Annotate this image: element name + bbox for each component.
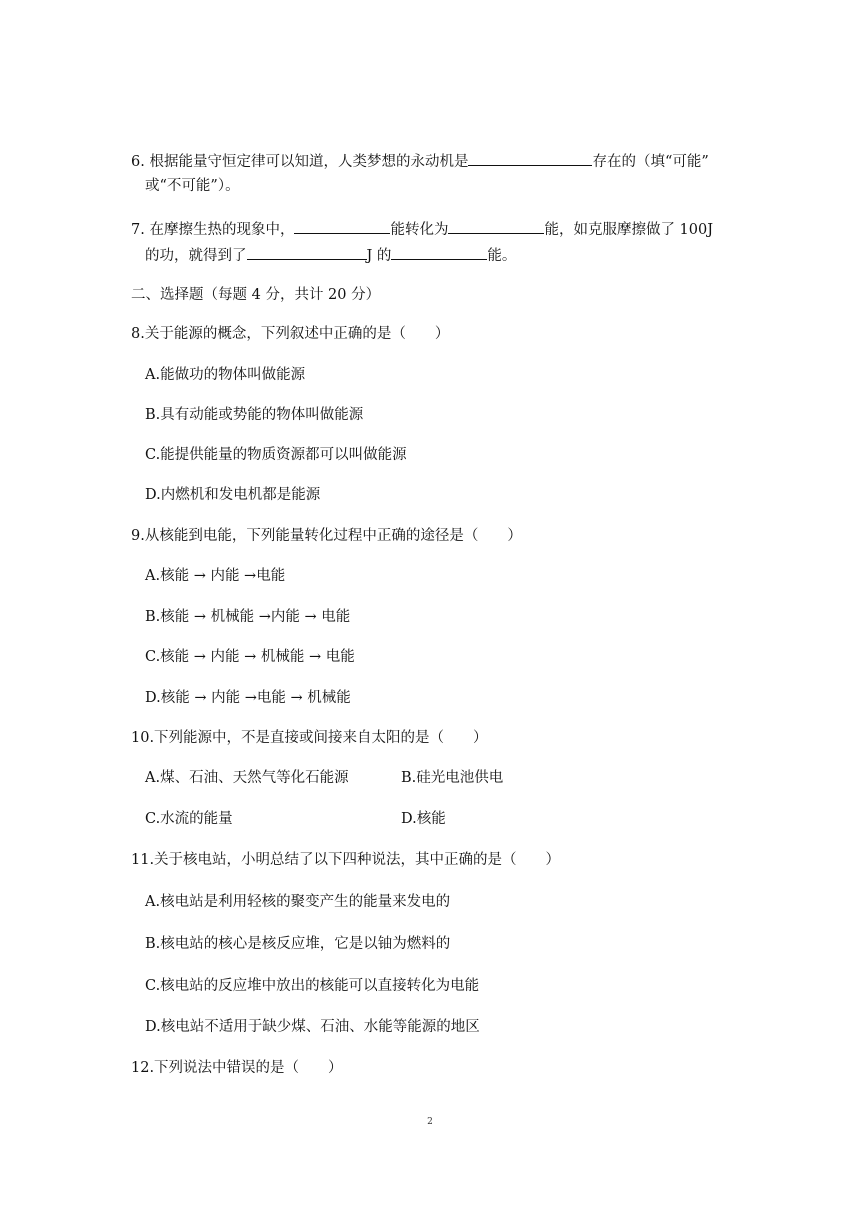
q7-line2 [145, 244, 516, 266]
q6-text-after-blank: 存在的（填“可能” [592, 154, 709, 170]
q11-option-d[interactable]: D.核电站不适用于缺少煤、石油、水能等能源的地区 [145, 1019, 480, 1035]
q7-line1 [131, 218, 713, 240]
q7-blank-2[interactable] [448, 218, 544, 234]
q8-option-d[interactable]: D.内燃机和发电机都是能源 [145, 487, 321, 503]
q10-stem: 10.下列能源中，不是直接或间接来自太阳的是（ ） [131, 730, 488, 746]
q10-option-d[interactable]: D.核能 [401, 811, 446, 827]
q7-text-c: 能，如克服摩擦做了 100J [544, 222, 714, 238]
q10-option-b[interactable]: B.硅光电池供电 [401, 770, 504, 786]
q9-option-b[interactable]: B.核能 → 机械能 →内能 → 电能 [145, 609, 351, 625]
q8-option-a[interactable]: A.能做功的物体叫做能源 [145, 367, 306, 383]
q6-text-before-blank: 6. 根据能量守恒定律可以知道，人类梦想的永动机是 [131, 154, 469, 170]
q7-blank-3[interactable] [247, 244, 367, 260]
q12-stem: 12.下列说法中错误的是（ ） [131, 1060, 343, 1076]
q7-text-b: 能转化为 [390, 222, 449, 238]
q11-stem: 11.关于核电站，小明总结了以下四种说法，其中正确的是（ ） [131, 852, 561, 868]
q7-text-f: 能。 [487, 248, 517, 264]
q6-line1 [131, 150, 709, 172]
q9-option-d[interactable]: D.核能 → 内能 →电能 → 机械能 [145, 690, 351, 706]
q9-stem: 9.从核能到电能，下列能量转化过程中正确的途径是（ ） [131, 528, 522, 544]
page-number: 2 [427, 1117, 433, 1127]
section-title: 二、选择题（每题 4 分，共计 20 分） [131, 287, 381, 303]
q8-stem: 8.关于能源的概念，下列叙述中正确的是（ ） [131, 326, 450, 342]
q8-option-b[interactable]: B.具有动能或势能的物体叫做能源 [145, 407, 364, 423]
q7-text-a: 7. 在摩擦生热的现象中， [131, 222, 295, 238]
q7-blank-4[interactable] [391, 244, 487, 260]
q11-option-a[interactable]: A.核电站是利用轻核的聚变产生的能量来发电的 [145, 894, 451, 910]
q10-option-a[interactable]: A.煤、石油、天然气等化石能源 [145, 770, 349, 786]
q8-option-c[interactable]: C.能提供能量的物质资源都可以叫做能源 [145, 447, 407, 463]
q6-answer-blank[interactable] [468, 150, 592, 166]
q9-option-a[interactable]: A.核能 → 内能 →电能 [145, 568, 286, 584]
q11-option-b[interactable]: B.核电站的核心是核反应堆，它是以铀为燃料的 [145, 936, 451, 952]
q10-option-c[interactable]: C.水流的能量 [145, 811, 233, 827]
q9-option-c[interactable]: C.核能 → 内能 → 机械能 → 电能 [145, 649, 355, 665]
q7-text-e: J 的 [366, 248, 392, 264]
q6-line2: 或“不可能”）。 [145, 178, 240, 194]
q7-text-d: 的功，就得到了 [145, 248, 247, 264]
q7-blank-1[interactable] [294, 218, 390, 234]
q11-option-c[interactable]: C.核电站的反应堆中放出的核能可以直接转化为电能 [145, 978, 480, 994]
